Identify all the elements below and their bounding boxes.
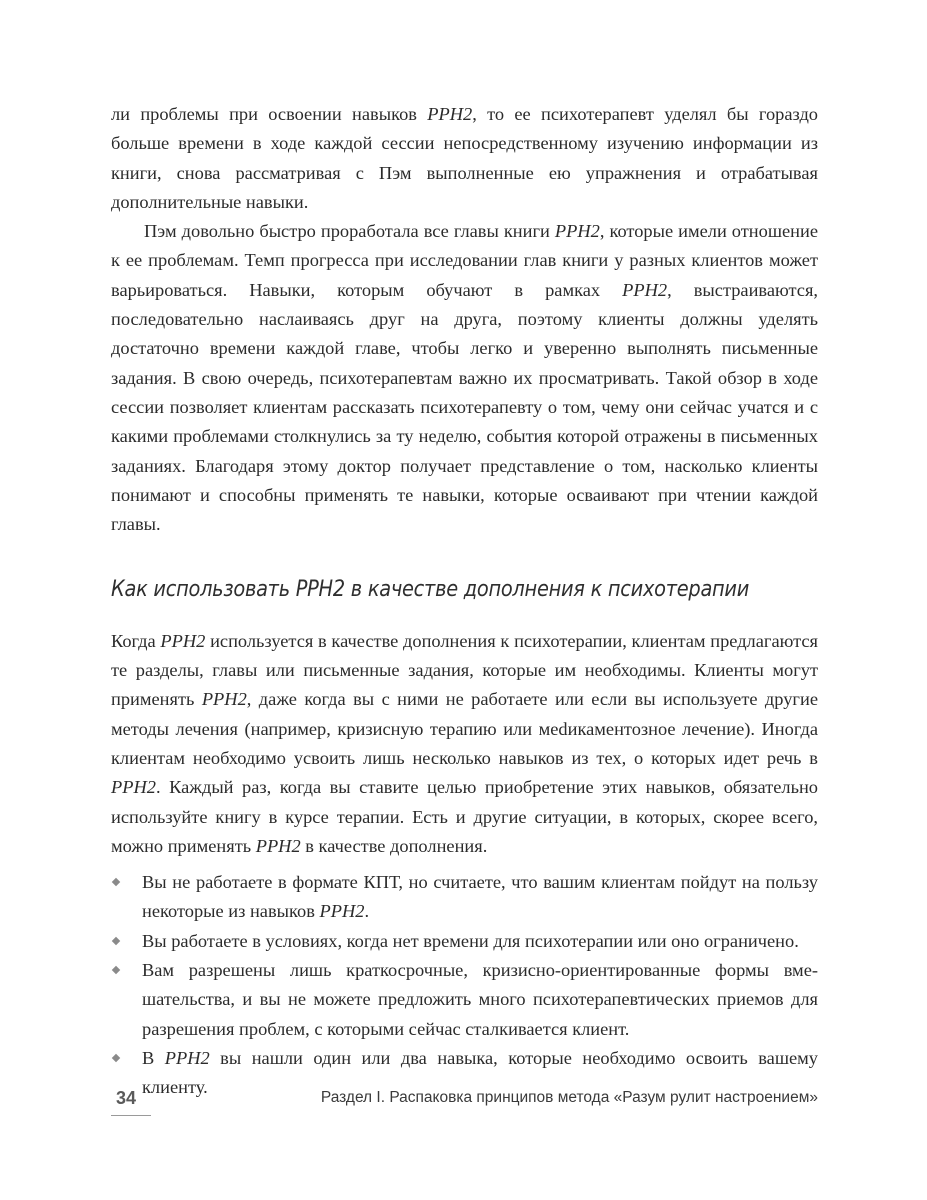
book-title: РРН2 (201, 689, 247, 710)
diamond-bullet-icon (112, 936, 120, 944)
book-title: РРН2 (164, 1047, 210, 1068)
list-item: В РРН2 вы нашли один или два навыка, которые необходимо освоить вашему клиенту. (111, 1044, 818, 1103)
book-title: РРН2 (111, 777, 156, 798)
paragraph-3: Когда РРН2 используется в качестве дополнения к психотерапии, клиентам предлагаются те разделы, главы или письменные задания, которые им необходимы. Клиенты могут применять РРН2, даже когда вы с ними не работаете или если вы используете другие методы лечения (например, кризисную терапию или меdикаментозное лечение). Иногда клиентам необходимо усвоить лишь несколько навыков из тех, о которых идет речь в РРН2. Каждый раз, когда вы ставите целью приобретение этих навыков, обязательно используйте книгу в курсе терапии. Есть и другие ситуации, в которых, скорее всего, можно применять РРН2 в качестве дополнения. (111, 630, 818, 856)
section-heading: Как использовать РРН2 в качестве дополнения к психотерапии (111, 577, 750, 603)
page-number: 34 (116, 1088, 137, 1108)
book-title: РРН2 (554, 221, 600, 242)
diamond-bullet-icon (112, 878, 120, 886)
page-body (111, 100, 818, 1103)
diamond-bullet-icon (112, 1054, 120, 1062)
list-item: Вам разрешены лишь краткосрочные, кризисно-ориентированные формы вмешательства, и вы не можете предложить много психотерапевтических приемов для разрешения проблем, с которыми сейчас сталкивается клиент. (111, 956, 818, 1044)
book-title: РРН2 (622, 279, 668, 300)
list-item: Вы работаете в условиях, когда нет времени для психотерапии или оно ограничено. (111, 927, 818, 956)
book-title: РРН2 (319, 901, 365, 922)
paragraph-2: Пэм довольно быстро проработала все главы книги РРН2, которые имели отношение к ее проблемам. Темп прогресса при исследовании глав книги у разных клиентов может варьироваться. Навыки, которым обучают в рамках РРН2, выстраиваются, последовательно наслаиваясь друг на друга, поэтому клиенты должны уделять достаточно времени каждой главе, чтобы легко и уверенно выполнять письменные задания. В свою очередь, психотерапевтам важно их просматривать. Такой обзор в ходе сессии позволяет клиентам рассказать психотерапевту о том, чему они сейчас учатся и с какими проблемами столкнулись за ту неделю, события которой отражены в письменных заданиях. Благодаря этому доктор получает представление о том, насколько клиенты понимают и способны применять те навыки, которые осваивают при чтении каждой главы. (111, 221, 818, 535)
list-item: Вы не работаете в формате КПТ, но считаете, что вашим клиентам пойдут на пользу некоторые из навыков РРН2. (111, 868, 818, 927)
book-title: РРН2 (255, 835, 301, 856)
running-head: Раздел I. Распаковка принципов метода «Разум рулит настроением» (320, 1089, 818, 1106)
bullet-list (111, 868, 818, 1102)
paragraph-1: ли проблемы при освоении навыков РРН2, то ее психотерапевт уделял бы гораздо больше времени в ходе каждой сессии непосредственному изучению информации из книги, снова рассматривая с Пэм выполненные ею упражнения и отрабатывая дополнительные навыки. (111, 104, 818, 212)
diamond-bullet-icon (112, 966, 120, 974)
book-title: РРН2 (427, 104, 473, 124)
footer-rule (111, 1115, 151, 1116)
page-footer (111, 1088, 818, 1120)
book-title: РРН2 (160, 630, 206, 651)
